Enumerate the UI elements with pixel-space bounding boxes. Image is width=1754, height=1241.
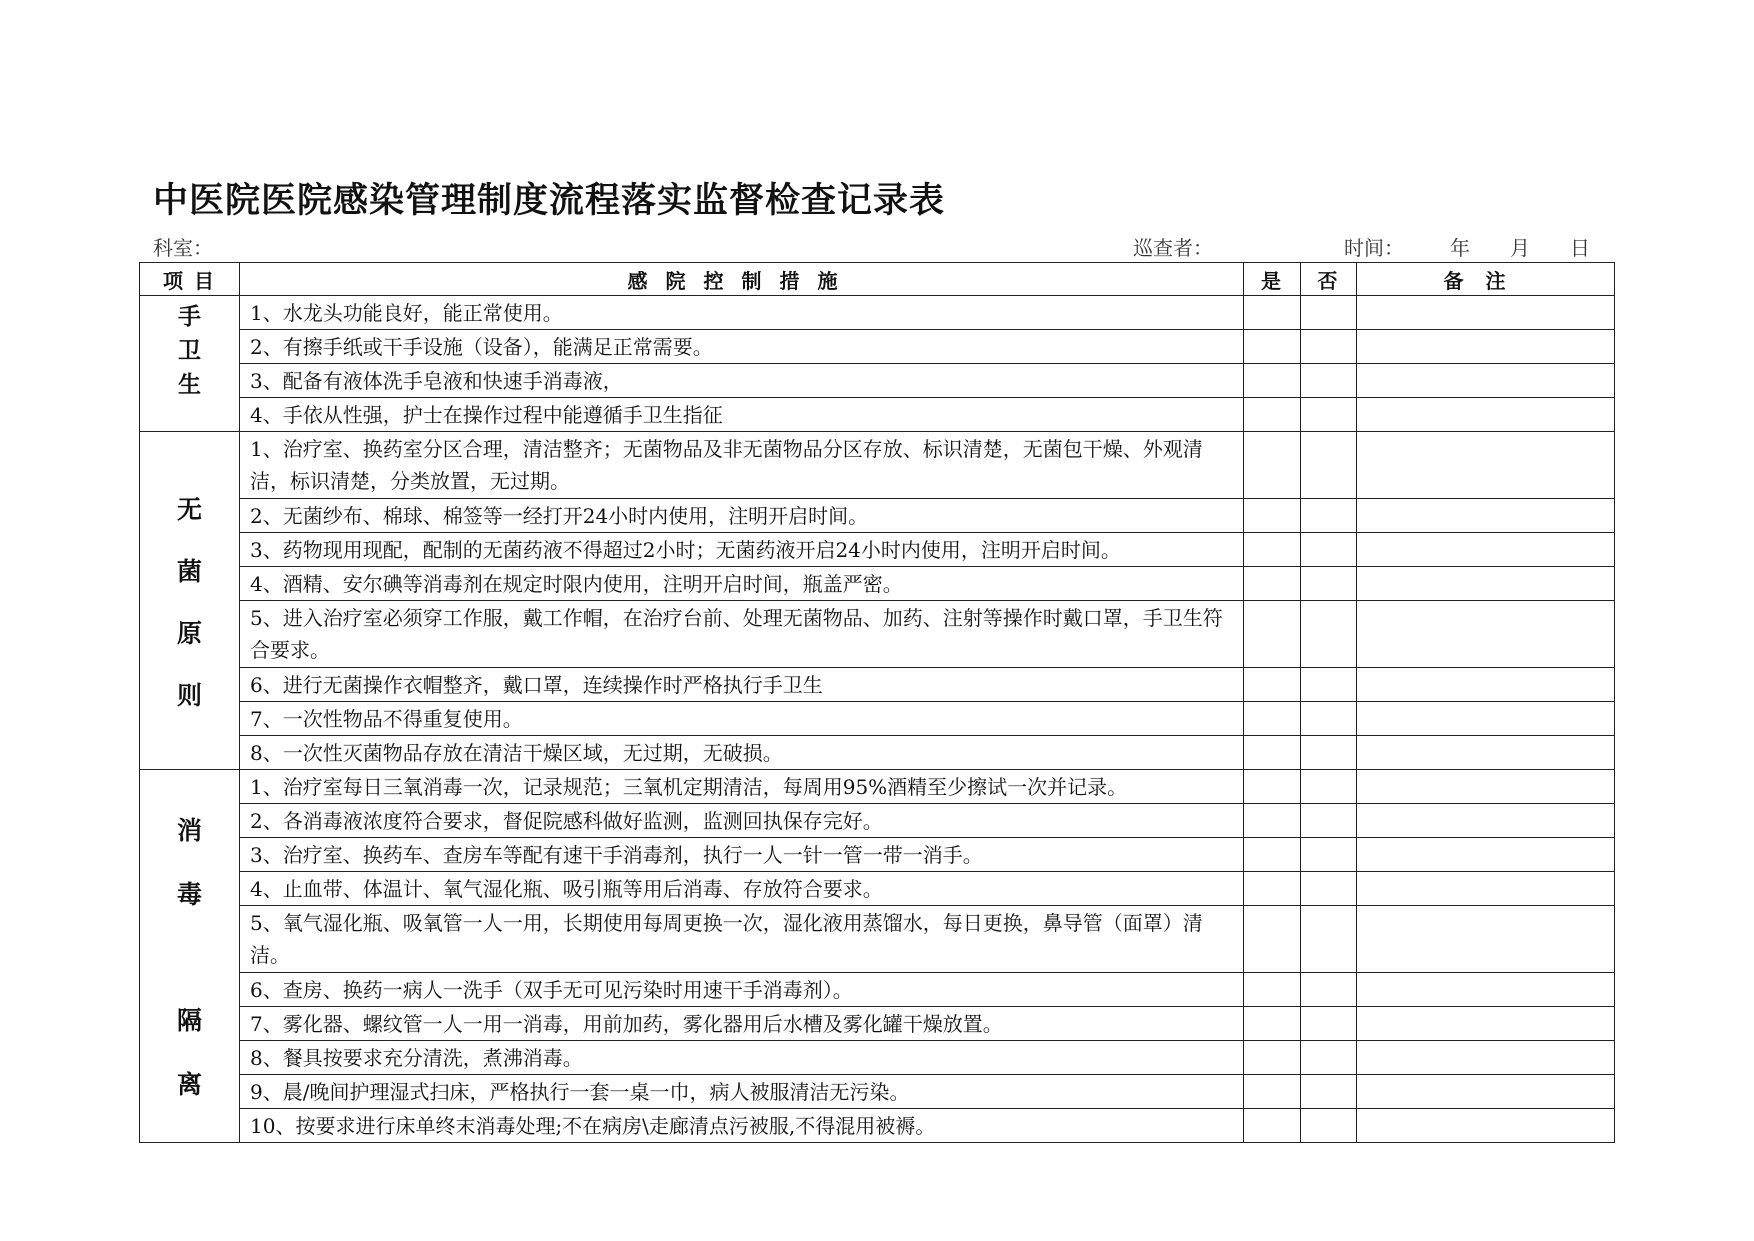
table-row — [140, 906, 1615, 973]
table-row — [140, 533, 1615, 567]
table-row — [140, 330, 1615, 364]
table-row — [140, 1041, 1615, 1075]
yes-checkbox-cell[interactable] — [1244, 398, 1301, 432]
category-cell — [140, 770, 240, 1143]
table-row — [140, 804, 1615, 838]
no-checkbox-cell[interactable] — [1301, 601, 1357, 668]
measure-text: 4、止血带、体温计、氧气湿化瓶、吸引瓶等用后消毒、存放符合要求。 — [240, 872, 1244, 906]
no-checkbox-cell[interactable] — [1301, 736, 1357, 770]
time-label: 时间： — [1344, 236, 1404, 260]
measure-text: 5、氧气湿化瓶、吸氧管一人一用，长期使用每周更换一次，湿化液用蒸馏水，每日更换，鼻导管（面罩）清洁。 — [240, 906, 1244, 973]
form-title: 中医院医院感染管理制度流程落实监督检查记录表 — [153, 181, 946, 221]
yes-checkbox-cell[interactable] — [1244, 432, 1301, 499]
no-checkbox-cell[interactable] — [1301, 364, 1357, 398]
table-row — [140, 973, 1615, 1007]
yes-checkbox-cell[interactable] — [1244, 1075, 1301, 1109]
table-row — [140, 432, 1615, 499]
measure-text: 3、配备有液体洗手皂液和快速手消毒液， — [240, 364, 1244, 398]
no-checkbox-cell[interactable] — [1301, 770, 1357, 804]
inspection-table — [139, 262, 1615, 1143]
table-row — [140, 296, 1615, 330]
yes-checkbox-cell[interactable] — [1244, 1109, 1301, 1143]
yes-checkbox-cell[interactable] — [1244, 702, 1301, 736]
remarks-cell[interactable] — [1357, 872, 1615, 906]
remarks-cell[interactable] — [1357, 364, 1615, 398]
table-row — [140, 736, 1615, 770]
measure-text: 4、酒精、安尔碘等消毒剂在规定时限内使用，注明开启时间，瓶盖严密。 — [240, 567, 1244, 601]
category-char: 则 — [176, 680, 202, 710]
category-char: 离 — [176, 1070, 202, 1099]
measure-text: 9、晨/晚间护理湿式扫床，严格执行一套一桌一巾，病人被服清洁无污染。 — [240, 1075, 1244, 1109]
category-char: 毒 — [176, 880, 202, 909]
remarks-cell[interactable] — [1357, 1075, 1615, 1109]
category-char: 无 — [176, 494, 202, 524]
no-checkbox-cell[interactable] — [1301, 398, 1357, 432]
yes-checkbox-cell[interactable] — [1244, 668, 1301, 702]
header-remarks-text: 备注 — [1443, 268, 1528, 293]
measure-text: 7、雾化器、螺纹管一人一用一消毒，用前加药，雾化器用后水槽及雾化罐干燥放置。 — [240, 1007, 1244, 1041]
header-measures-text: 感院控制措施 — [627, 268, 856, 293]
yes-checkbox-cell[interactable] — [1244, 533, 1301, 567]
no-checkbox-cell[interactable] — [1301, 702, 1357, 736]
remarks-cell[interactable] — [1357, 398, 1615, 432]
remarks-cell[interactable] — [1357, 736, 1615, 770]
table-row — [140, 668, 1615, 702]
category-char: 卫 — [178, 338, 201, 364]
yes-checkbox-cell[interactable] — [1244, 973, 1301, 1007]
department-label: 科室： — [153, 236, 213, 260]
remarks-cell[interactable] — [1357, 770, 1615, 804]
yes-checkbox-cell[interactable] — [1244, 838, 1301, 872]
remarks-cell[interactable] — [1357, 601, 1615, 668]
table-row — [140, 1007, 1615, 1041]
measure-text: 2、各消毒液浓度符合要求，督促院感科做好监测，监测回执保存完好。 — [240, 804, 1244, 838]
category-char: 消 — [176, 816, 202, 845]
yes-checkbox-cell[interactable] — [1244, 804, 1301, 838]
yes-checkbox-cell[interactable] — [1244, 770, 1301, 804]
measure-text: 1、治疗室、换药室分区合理，清洁整齐；无菌物品及非无菌物品分区存放、标识清楚，无菌包干燥、外观清洁，标识清楚，分类放置，无过期。 — [240, 432, 1244, 499]
yes-checkbox-cell[interactable] — [1244, 872, 1301, 906]
measure-text: 6、进行无菌操作衣帽整齐，戴口罩，连续操作时严格执行手卫生 — [240, 668, 1244, 702]
table-row — [140, 702, 1615, 736]
measure-text: 8、餐具按要求充分清洗，煮沸消毒。 — [240, 1041, 1244, 1075]
category-cell — [140, 296, 240, 432]
table-row — [140, 838, 1615, 872]
measure-text: 6、查房、换药一病人一洗手（双手无可见污染时用速干手消毒剂）。 — [240, 973, 1244, 1007]
table-row — [140, 398, 1615, 432]
date-field — [1344, 232, 1590, 261]
category-char: 生 — [178, 372, 201, 398]
remarks-cell[interactable] — [1357, 906, 1615, 973]
table-body — [140, 296, 1615, 1143]
no-checkbox-cell[interactable] — [1301, 330, 1357, 364]
no-checkbox-cell[interactable] — [1301, 1075, 1357, 1109]
year-label: 年 — [1450, 236, 1470, 260]
no-checkbox-cell[interactable] — [1301, 432, 1357, 499]
category-char: 手 — [178, 304, 201, 330]
no-checkbox-cell[interactable] — [1301, 499, 1357, 533]
no-checkbox-cell[interactable] — [1301, 872, 1357, 906]
remarks-cell[interactable] — [1357, 668, 1615, 702]
no-checkbox-cell[interactable] — [1301, 1041, 1357, 1075]
no-checkbox-cell[interactable] — [1301, 804, 1357, 838]
header-yes: 是 — [1244, 263, 1301, 296]
remarks-cell[interactable] — [1357, 804, 1615, 838]
no-checkbox-cell[interactable] — [1301, 567, 1357, 601]
remarks-cell[interactable] — [1357, 973, 1615, 1007]
no-checkbox-cell[interactable] — [1301, 668, 1357, 702]
remarks-cell[interactable] — [1357, 567, 1615, 601]
measure-text: 1、治疗室每日三氧消毒一次，记录规范；三氧机定期清洁，每周用95%酒精至少擦试一次并记录。 — [240, 770, 1244, 804]
yes-checkbox-cell[interactable] — [1244, 330, 1301, 364]
remarks-cell[interactable] — [1357, 1007, 1615, 1041]
yes-checkbox-cell[interactable] — [1244, 296, 1301, 330]
no-checkbox-cell[interactable] — [1301, 906, 1357, 973]
table-row — [140, 770, 1615, 804]
remarks-cell[interactable] — [1357, 330, 1615, 364]
table-row — [140, 567, 1615, 601]
no-checkbox-cell[interactable] — [1301, 838, 1357, 872]
remarks-cell[interactable] — [1357, 499, 1615, 533]
measure-text: 1、水龙头功能良好，能正常使用。 — [240, 296, 1244, 330]
yes-checkbox-cell[interactable] — [1244, 499, 1301, 533]
table-row — [140, 601, 1615, 668]
table-row — [140, 1075, 1615, 1109]
measure-text: 3、药物现用现配，配制的无菌药液不得超过2小时；无菌药液开启24小时内使用，注明开启时间。 — [240, 533, 1244, 567]
remarks-cell[interactable] — [1357, 1109, 1615, 1143]
no-checkbox-cell[interactable] — [1301, 973, 1357, 1007]
yes-checkbox-cell[interactable] — [1244, 906, 1301, 973]
remarks-cell[interactable] — [1357, 838, 1615, 872]
table-row — [140, 499, 1615, 533]
remarks-cell[interactable] — [1357, 1041, 1615, 1075]
measure-text: 5、进入治疗室必须穿工作服，戴工作帽，在治疗台前、处理无菌物品、加药、注射等操作时戴口罩，手卫生符合要求。 — [240, 601, 1244, 668]
month-label: 月 — [1510, 236, 1530, 260]
table-row — [140, 872, 1615, 906]
header-row — [140, 263, 1615, 296]
day-label: 日 — [1570, 236, 1590, 260]
measure-text: 10、按要求进行床单终末消毒处理;不在病房\走廊清点污被服,不得混用被褥。 — [240, 1109, 1244, 1143]
header-category: 项 目 — [140, 263, 240, 296]
no-checkbox-cell[interactable] — [1301, 296, 1357, 330]
measure-text: 8、一次性灭菌物品存放在清洁干燥区域，无过期，无破损。 — [240, 736, 1244, 770]
yes-checkbox-cell[interactable] — [1244, 1007, 1301, 1041]
measure-text: 4、手依从性强，护士在操作过程中能遵循手卫生指征 — [240, 398, 1244, 432]
inspector-label: 巡查者： — [1133, 236, 1213, 260]
table-row — [140, 364, 1615, 398]
category-char: 菌 — [176, 556, 202, 586]
category-char: 隔 — [176, 1006, 202, 1035]
no-checkbox-cell[interactable] — [1301, 1007, 1357, 1041]
header-remarks — [1357, 263, 1615, 296]
yes-checkbox-cell[interactable] — [1244, 567, 1301, 601]
measure-text: 3、治疗室、换药车、查房车等配有速干手消毒剂，执行一人一针一管一带一消手。 — [240, 838, 1244, 872]
measure-text: 7、一次性物品不得重复使用。 — [240, 702, 1244, 736]
yes-checkbox-cell[interactable] — [1244, 1041, 1301, 1075]
yes-checkbox-cell[interactable] — [1244, 736, 1301, 770]
yes-checkbox-cell[interactable] — [1244, 601, 1301, 668]
header-measures — [240, 263, 1244, 296]
header-no: 否 — [1301, 263, 1357, 296]
table-row — [140, 1109, 1615, 1143]
category-char: 原 — [176, 618, 202, 648]
remarks-cell[interactable] — [1357, 296, 1615, 330]
no-checkbox-cell[interactable] — [1301, 533, 1357, 567]
no-checkbox-cell[interactable] — [1301, 1109, 1357, 1143]
remarks-cell[interactable] — [1357, 702, 1615, 736]
remarks-cell[interactable] — [1357, 533, 1615, 567]
category-cell — [140, 432, 240, 770]
remarks-cell[interactable] — [1357, 432, 1615, 499]
measure-text: 2、无菌纱布、棉球、棉签等一经打开24小时内使用，注明开启时间。 — [240, 499, 1244, 533]
measure-text: 2、有擦手纸或干手设施（设备），能满足正常需要。 — [240, 330, 1244, 364]
yes-checkbox-cell[interactable] — [1244, 364, 1301, 398]
